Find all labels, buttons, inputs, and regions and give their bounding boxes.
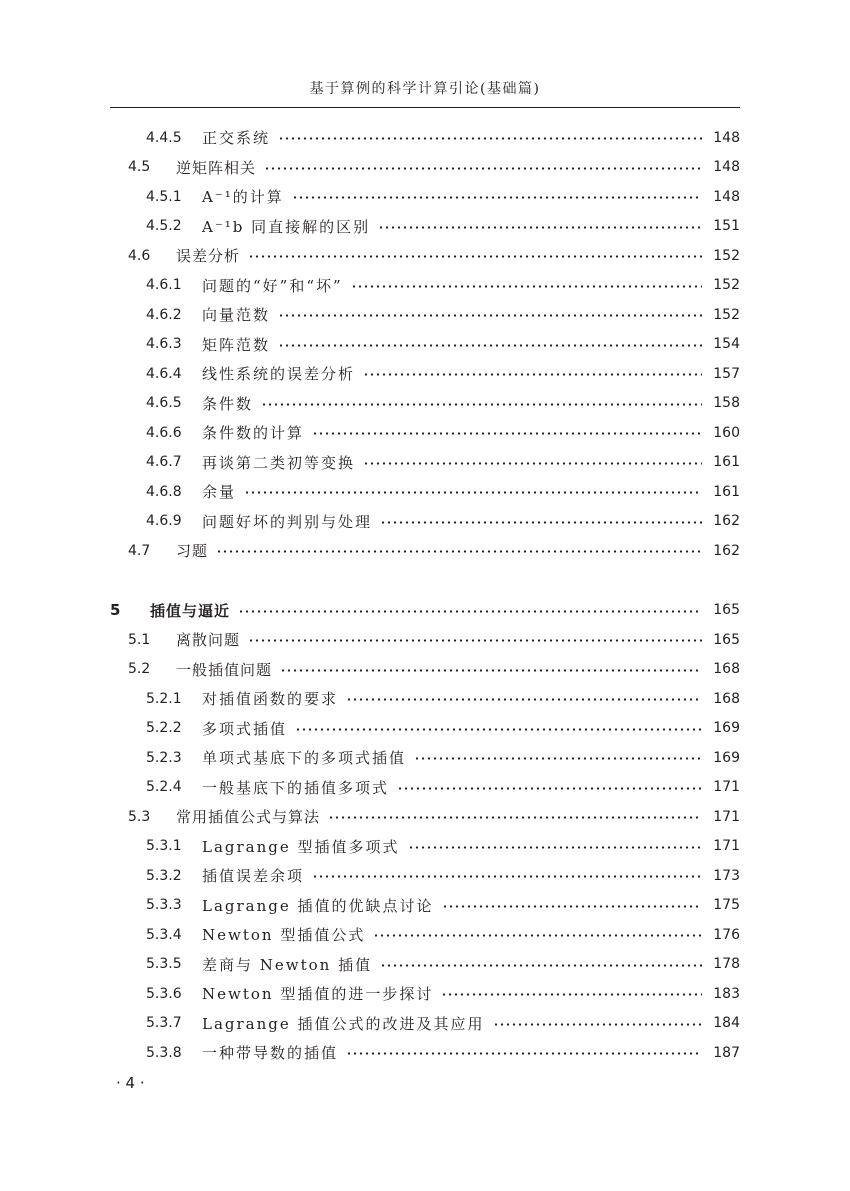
toc-entry-page: 171 <box>713 838 740 855</box>
toc-entry[interactable] <box>110 891 740 921</box>
dot-leader <box>346 1052 702 1055</box>
toc-entry[interactable] <box>110 684 740 714</box>
toc-entry-title: 矩阵范数 <box>202 335 271 354</box>
toc-entry-title: 对插值函数的要求 <box>202 690 339 709</box>
toc-entry-page: 176 <box>713 926 740 943</box>
toc-entry-title: 逆矩阵相关 <box>176 158 257 177</box>
toc-entry-title: 误差分析 <box>176 247 241 266</box>
dot-leader <box>244 491 702 494</box>
toc-entry[interactable] <box>110 359 740 389</box>
toc-entry[interactable] <box>110 1038 740 1068</box>
toc-entry-number: 5.3.2 <box>146 867 182 884</box>
toc-entry-page: 184 <box>713 1015 740 1032</box>
dot-leader <box>264 167 702 170</box>
dot-leader <box>414 757 702 760</box>
toc-entry-page: 165 <box>713 602 740 619</box>
toc-entry-number: 4.7 <box>128 542 151 559</box>
dot-leader <box>261 403 702 406</box>
toc-entry-number: 4.6.6 <box>146 424 182 441</box>
toc-entry-number: 4.5.2 <box>146 218 182 235</box>
toc-entry[interactable] <box>110 123 740 153</box>
toc-entry[interactable] <box>110 389 740 419</box>
toc-entry-page: 169 <box>713 749 740 766</box>
toc-entry[interactable] <box>110 655 740 685</box>
toc-entry-number: 5.3.4 <box>146 926 182 943</box>
toc-entry-title: 一般基底下的插值多项式 <box>202 778 390 797</box>
toc-entry[interactable] <box>110 477 740 507</box>
toc-entry-title: 一般插值问题 <box>176 660 273 679</box>
toc-entry-page: 171 <box>713 779 740 796</box>
dot-leader <box>238 610 702 613</box>
toc-entry-title: 再谈第二类初等变换 <box>202 453 356 472</box>
toc-entry-number: 5 <box>110 601 121 620</box>
toc-entry-number: 4.6.9 <box>146 513 182 530</box>
dot-leader <box>278 314 702 317</box>
toc-entry-title: 差商与 Newton 插值 <box>202 955 373 974</box>
toc-entry-page: 152 <box>713 306 740 323</box>
toc-entry-title: 条件数 <box>202 394 254 413</box>
toc-entry-page: 160 <box>713 424 740 441</box>
toc-entry-title: Lagrange 型插值多项式 <box>202 837 400 856</box>
toc-entry-number: 4.5.1 <box>146 188 182 205</box>
toc-entry[interactable] <box>110 920 740 950</box>
toc-entry[interactable] <box>110 714 740 744</box>
toc-entry[interactable] <box>110 596 740 626</box>
toc-entry-page: 165 <box>713 631 740 648</box>
toc-entry[interactable] <box>110 271 740 301</box>
toc-entry-page: 175 <box>713 897 740 914</box>
toc-entry-title: 线性系统的误差分析 <box>202 365 356 384</box>
dot-leader <box>280 669 702 672</box>
toc-entry-title: Newton 型插值的进一步探讨 <box>202 985 434 1004</box>
toc-entry[interactable] <box>110 625 740 655</box>
toc-entry-page: 148 <box>713 129 740 146</box>
dot-leader <box>408 846 702 849</box>
dot-leader <box>363 373 702 376</box>
toc-entry-page: 151 <box>713 218 740 235</box>
toc-entry-page: 178 <box>713 956 740 973</box>
toc-entry-number: 4.6.2 <box>146 306 182 323</box>
toc-entry-page: 168 <box>713 690 740 707</box>
toc-entry-title: 插值误差余项 <box>202 867 305 886</box>
toc-entry[interactable] <box>110 979 740 1009</box>
toc-entry-number: 5.2.1 <box>146 690 182 707</box>
toc-entry-number: 4.6.3 <box>146 336 182 353</box>
dot-leader <box>248 639 702 642</box>
toc-entry[interactable] <box>110 182 740 212</box>
toc-entry-number: 4.6.4 <box>146 365 182 382</box>
toc-entry-number: 4.6.5 <box>146 395 182 412</box>
dot-leader <box>328 816 702 819</box>
dot-leader <box>248 255 702 258</box>
toc-entry[interactable] <box>110 802 740 832</box>
toc-entry-number: 5.3.6 <box>146 985 182 1002</box>
toc-entry[interactable] <box>110 448 740 478</box>
dot-leader <box>380 964 702 967</box>
dot-leader <box>295 728 702 731</box>
toc-entry-number: 5.2 <box>128 661 151 678</box>
toc-entry-number: 5.2.3 <box>146 749 182 766</box>
toc-entry-title: 向量范数 <box>202 306 271 325</box>
toc-entry-title: 常用插值公式与算法 <box>176 808 321 827</box>
toc-entry-page: 152 <box>713 277 740 294</box>
toc-entry-number: 5.3 <box>128 808 151 825</box>
dot-leader <box>216 550 702 553</box>
toc-entry-page: 162 <box>713 513 740 530</box>
toc-entry-title: 问题的“好”和“坏” <box>202 276 343 295</box>
toc-entry-title: 一种带导数的插值 <box>202 1044 339 1063</box>
table-of-contents <box>110 123 740 1068</box>
toc-entry[interactable] <box>110 1009 740 1039</box>
page-number: · 4 · <box>116 1074 145 1092</box>
toc-entry-title: 多项式插值 <box>202 719 288 738</box>
toc-entry-number: 5.2.4 <box>146 779 182 796</box>
dot-leader <box>351 285 702 288</box>
dot-leader <box>442 905 702 908</box>
toc-entry-title: 习题 <box>176 542 209 561</box>
toc-entry-title: 离散问题 <box>176 631 241 650</box>
toc-entry-number: 4.5 <box>128 159 151 176</box>
toc-entry[interactable] <box>110 241 740 271</box>
toc-entry-page: 157 <box>713 365 740 382</box>
toc-entry-number: 5.3.1 <box>146 838 182 855</box>
toc-entry-page: 158 <box>713 395 740 412</box>
toc-entry-page: 173 <box>713 867 740 884</box>
toc-entry-title: A⁻¹的计算 <box>202 188 284 207</box>
header-rule <box>110 107 740 108</box>
toc-entry-title: 正交系统 <box>202 129 271 148</box>
toc-entry-page: 168 <box>713 661 740 678</box>
toc-entry-number: 4.6.1 <box>146 277 182 294</box>
toc-entry-page: 154 <box>713 336 740 353</box>
toc-entry-number: 4.6.8 <box>146 483 182 500</box>
toc-entry[interactable] <box>110 212 740 242</box>
toc-entry-title: 问题好坏的判别与处理 <box>202 512 373 531</box>
toc-entry-number: 5.3.8 <box>146 1044 182 1061</box>
toc-entry-page: 148 <box>713 159 740 176</box>
toc-entry-number: 4.6.7 <box>146 454 182 471</box>
dot-leader <box>346 698 702 701</box>
dot-leader <box>373 934 702 937</box>
toc-entry[interactable] <box>110 153 740 183</box>
toc-entry-title: A⁻¹b 同直接解的区别 <box>202 217 371 236</box>
toc-entry-page: 162 <box>713 542 740 559</box>
toc-entry[interactable] <box>110 861 740 891</box>
toc-entry[interactable] <box>110 418 740 448</box>
toc-entry[interactable] <box>110 950 740 980</box>
toc-entry[interactable] <box>110 300 740 330</box>
toc-entry-title: 单项式基底下的多项式插值 <box>202 749 407 768</box>
dot-leader <box>441 993 702 996</box>
toc-entry-page: 148 <box>713 188 740 205</box>
toc-entry-number: 5.3.7 <box>146 1015 182 1032</box>
toc-entry[interactable] <box>110 743 740 773</box>
toc-entry-page: 152 <box>713 247 740 264</box>
toc-entry-number: 4.4.5 <box>146 129 182 146</box>
toc-entry-title: 条件数的计算 <box>202 424 305 443</box>
toc-entry-page: 183 <box>713 985 740 1002</box>
dot-leader <box>397 787 702 790</box>
dot-leader <box>363 462 702 465</box>
toc-entry[interactable] <box>110 536 740 566</box>
toc-entry-number: 5.1 <box>128 631 151 648</box>
toc-entry-title: Lagrange 插值的优缺点讨论 <box>202 896 434 915</box>
toc-entry-number: 5.3.3 <box>146 897 182 914</box>
toc-entry-page: 187 <box>713 1044 740 1061</box>
toc-entry-number: 5.3.5 <box>146 956 182 973</box>
toc-entry-title: 插值与逼近 <box>150 601 231 620</box>
dot-leader <box>493 1023 702 1026</box>
toc-entry-number: 4.6 <box>128 247 151 264</box>
dot-leader <box>378 226 702 229</box>
dot-leader <box>312 875 702 878</box>
toc-entry-page: 169 <box>713 720 740 737</box>
toc-entry[interactable] <box>110 773 740 803</box>
toc-entry-title: 余量 <box>202 483 237 502</box>
toc-entry-page: 161 <box>713 483 740 500</box>
toc-entry[interactable] <box>110 330 740 360</box>
toc-entry-page: 161 <box>713 454 740 471</box>
toc-entry-title: Newton 型插值公式 <box>202 926 366 945</box>
dot-leader <box>312 432 702 435</box>
running-header: 基于算例的科学计算引论(基础篇) <box>309 81 541 97</box>
dot-leader <box>278 137 702 140</box>
toc-entry-page: 171 <box>713 808 740 825</box>
dot-leader <box>292 196 702 199</box>
dot-leader <box>278 344 702 347</box>
toc-entry-title: Lagrange 插值公式的改进及其应用 <box>202 1014 485 1033</box>
dot-leader <box>380 521 702 524</box>
toc-entry-number: 5.2.2 <box>146 720 182 737</box>
toc-entry[interactable] <box>110 507 740 537</box>
toc-entry[interactable] <box>110 832 740 862</box>
